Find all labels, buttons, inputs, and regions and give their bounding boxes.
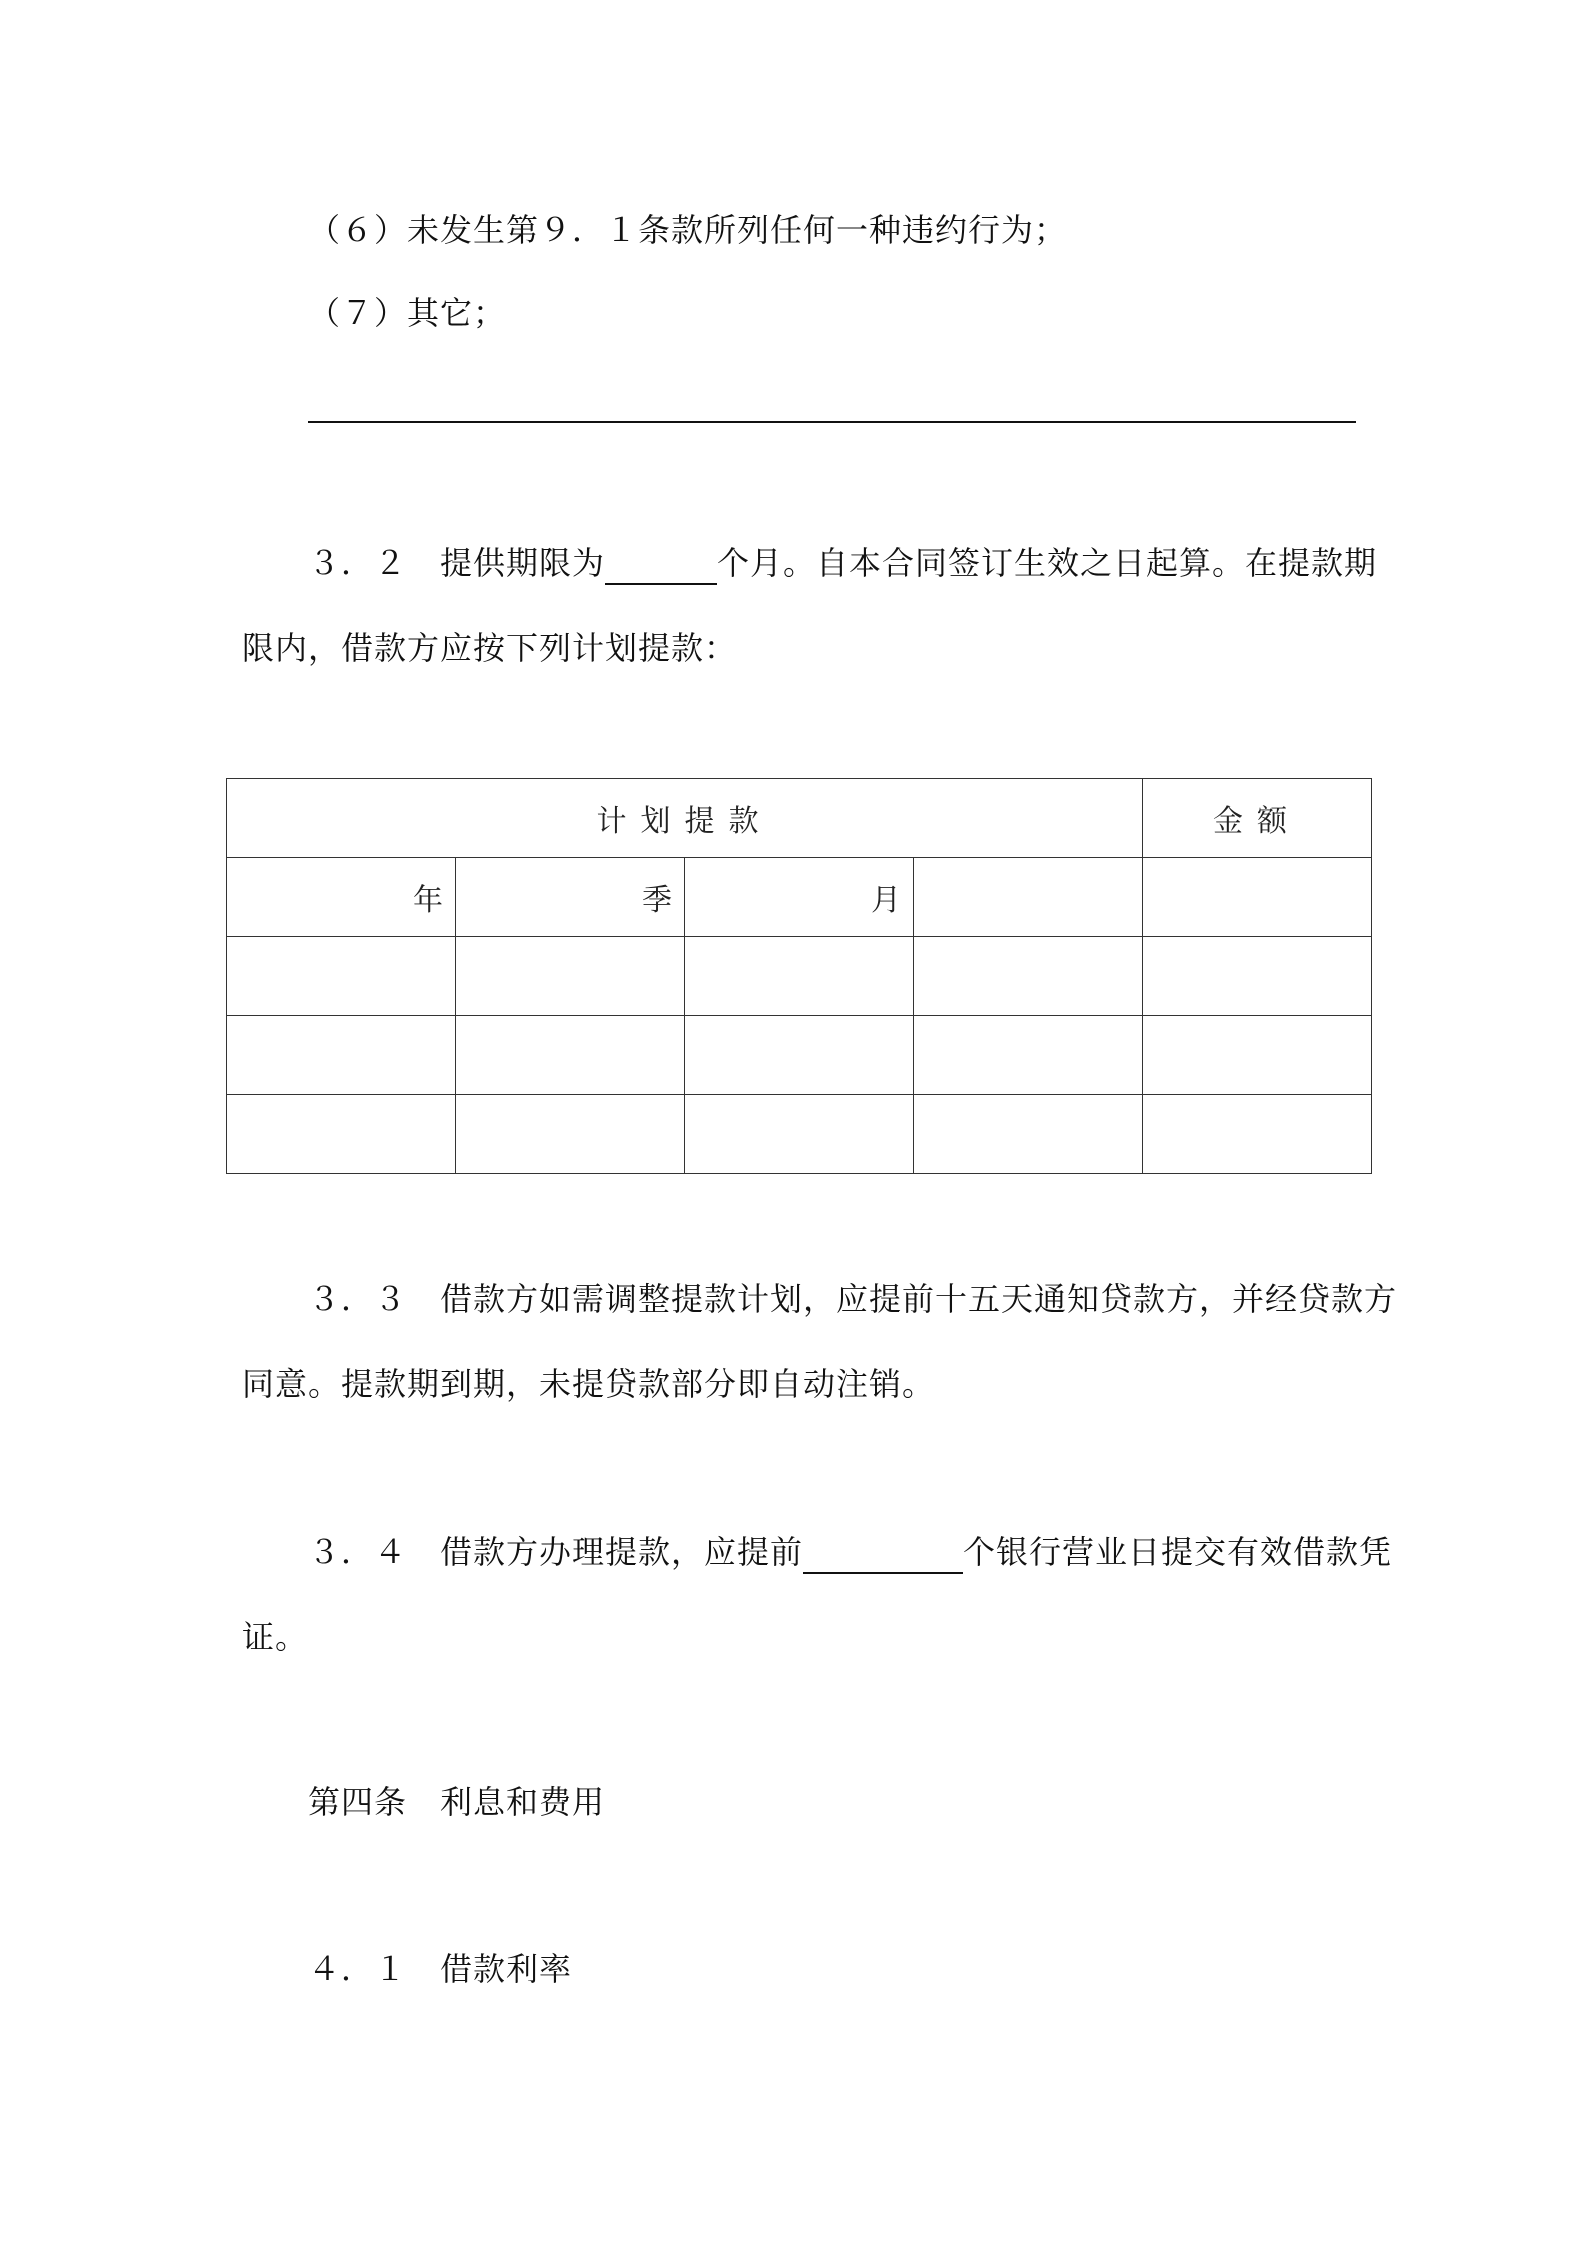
table-subheader-row — [227, 858, 1372, 937]
table-cell[interactable] — [685, 937, 914, 1016]
withdrawal-plan-table — [226, 778, 1372, 1174]
section-3-2-line-2: 限内，借款方应按下列计划提款： — [242, 629, 738, 667]
table-cell[interactable] — [1143, 858, 1372, 937]
table-cell[interactable] — [914, 858, 1143, 937]
section-3-4-line-1 — [308, 1530, 1392, 1574]
table-cell[interactable] — [227, 1095, 456, 1174]
table-row — [227, 1095, 1372, 1174]
table-cell[interactable] — [914, 1095, 1143, 1174]
table-row — [227, 937, 1372, 1016]
table-cell[interactable] — [456, 1095, 685, 1174]
fill-in-line — [308, 421, 1356, 423]
clause-item-7: （７）其它； — [308, 294, 507, 332]
table-row — [227, 1016, 1372, 1095]
section-3-4-line-2: 证。 — [242, 1618, 309, 1656]
article-4-heading: 第四条 利息和费用 — [308, 1783, 606, 1821]
table-cell[interactable] — [456, 1016, 685, 1095]
amount-header: 金额 — [1143, 779, 1372, 858]
section-3-2-line-1 — [308, 541, 1377, 585]
table-cell[interactable] — [1143, 1016, 1372, 1095]
table-cell[interactable] — [685, 1016, 914, 1095]
section-3-2-suffix: 个月。自本合同签订生效之日起算。在提款期 — [717, 544, 1378, 582]
table-header-row — [227, 779, 1372, 858]
section-3-4-suffix: 个银行营业日提交有效借款凭 — [963, 1533, 1393, 1571]
season-header: 季 — [456, 858, 685, 937]
section-3-4-prefix: ３．４ 借款方办理提款，应提前 — [308, 1533, 804, 1571]
table-cell[interactable] — [685, 1095, 914, 1174]
table-cell[interactable] — [1143, 937, 1372, 1016]
year-header: 年 — [227, 858, 456, 937]
section-3-3-line-2: 同意。提款期到期，未提贷款部分即自动注销。 — [242, 1365, 936, 1403]
table-cell[interactable] — [914, 937, 1143, 1016]
business-days-blank[interactable] — [803, 1538, 963, 1574]
clause-item-6: （６）未发生第９．１条款所列任何一种违约行为； — [308, 211, 1068, 249]
months-blank[interactable] — [605, 549, 717, 585]
month-header: 月 — [685, 858, 914, 937]
section-3-3-line-1: ３．３ 借款方如需调整提款计划，应提前十五天通知贷款方，并经贷款方 — [308, 1280, 1398, 1318]
table-cell[interactable] — [227, 937, 456, 1016]
table-cell[interactable] — [1143, 1095, 1372, 1174]
section-3-2-prefix: ３．２ 提供期限为 — [308, 544, 606, 582]
section-4-1-heading: ４．１ 借款利率 — [308, 1950, 573, 1988]
planned-withdrawal-header: 计划提款 — [227, 779, 1143, 858]
table-cell[interactable] — [914, 1016, 1143, 1095]
table-cell[interactable] — [456, 937, 685, 1016]
table-cell[interactable] — [227, 1016, 456, 1095]
